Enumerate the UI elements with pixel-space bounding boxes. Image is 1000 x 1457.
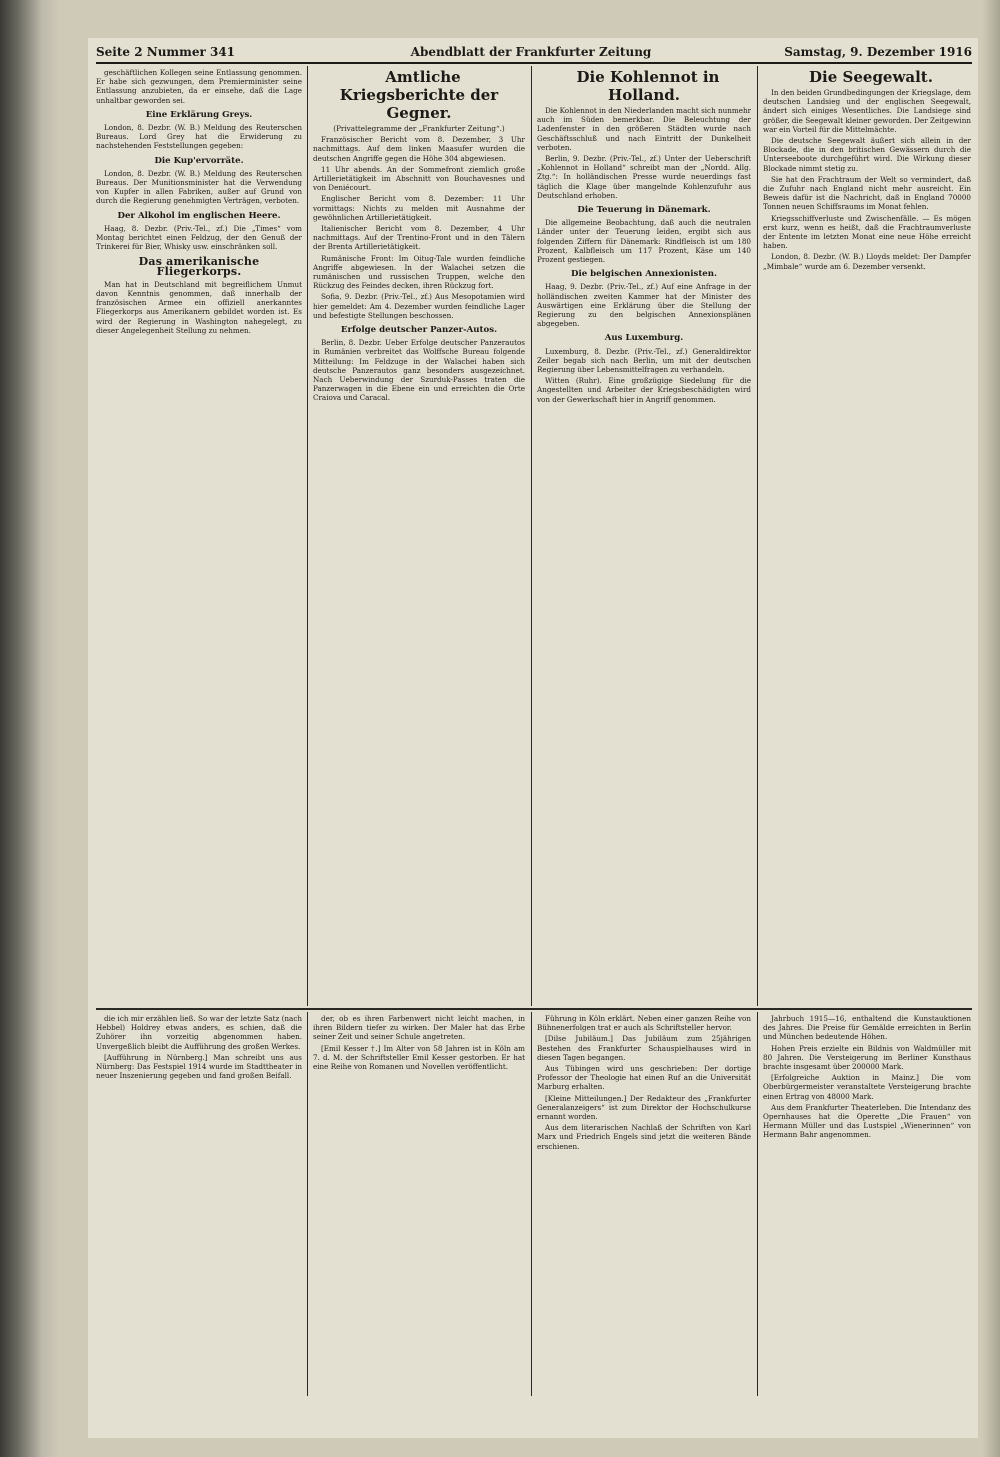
- page-number: Seite 2 Nummer 341: [96, 45, 236, 59]
- column-separator: [757, 1012, 758, 1396]
- column-4: [763, 68, 971, 1004]
- masthead: [96, 45, 972, 63]
- article-text: London, 8. Dezbr. (W. B.) Meldung des Reuterschen Bureaus. Der Munitionsminister hat die Verwendung von Kupfer in allen Fabriken, außer auf Grund von durch die Regierung genehmigten Verträgen, verboten.: [96, 168, 302, 206]
- article-text: [Aufführung in Nürnberg.] Man schreibt uns aus Nürnberg: Das Festspiel 1914 wurde im Stadttheater in neuer Inszenierung gegeben und fand großen Beifall.: [96, 1052, 302, 1081]
- article-text: 11 Uhr abends. An der Sommefront ziemlich große Artillerietätigkeit im Abschnitt von Bouchavesnes und von Deniécourt.: [313, 164, 525, 193]
- article-text: Berlin, 9. Dezbr. (Priv.-Tel., zf.) Unter der Ueberschrift „Kohlennot in Holland“ schreibt man der „Nordd. Allg. Ztg.“: In holländischen Presse wurde neuerdings fast täglich die Klage über mangelnde Kohlenzufuhr aus Deutschland erhoben.: [537, 154, 751, 200]
- article-text: London, 8. Dezbr. (W. B.) Meldung des Reuterschen Bureaus. Lord Grey hat die Erwiderung zu nachstehenden Feststellungen gegeben:: [96, 123, 302, 151]
- column-separator: [757, 66, 758, 1006]
- article-note: (Privattelegramme der „Frankfurter Zeitung“.): [333, 124, 505, 133]
- column-3: [537, 68, 751, 1004]
- column-1: [96, 68, 302, 1004]
- newspaper-title: Abendblatt der Frankfurter Zeitung: [410, 45, 652, 59]
- feuilleton-column-1: [96, 1014, 302, 1394]
- article-headline: Die Kohlennot in Holland.: [576, 68, 720, 104]
- article-text: der, ob es ihren Farbenwert nicht leicht machen, in ihren Bildern tiefer zu wirken. Der Maler hat das Erbe seiner Zeit und seiner Schule angetreten.: [313, 1014, 525, 1042]
- article-text: Hohen Preis erzielte ein Bildnis von Waldmüller mit 80 Jahren. Die Versteigerung im Berliner Kunsthaus brachte insgesamt über 200000 Mark.: [763, 1043, 971, 1072]
- column-separator: [531, 1012, 532, 1396]
- article-heading: Aus Luxemburg.: [604, 333, 684, 344]
- article-headline: Die Seegewalt.: [809, 68, 933, 86]
- column-separator: [531, 66, 532, 1006]
- column-separator: [307, 1012, 308, 1396]
- article-heading: Erfolge deutscher Panzer-Autos.: [340, 325, 498, 336]
- article-text: Aus dem Frankfurter Theaterleben. Die Intendanz des Opernhauses hat die Operette „Die Frauen“ von Hermann Müller und das Lustspiel „Wienerinnen“ von Hermann Bahr angenommen.: [763, 1102, 971, 1140]
- feuilleton-column-4: [763, 1014, 971, 1394]
- masthead-rule: [96, 62, 972, 64]
- article-text: Sie hat den Frachtraum der Welt so vermindert, daß die Zufuhr nach England nicht mehr ausreicht. Ein Beweis dafür ist die Nachricht, daß in England 70000 Tonnen neuen Schiffsraums im Monat fehlen.: [763, 174, 971, 212]
- article-text: Witten (Ruhr). Eine großzügige Siedelung für die Angestellten und Arbeiter der Kriegsbeschädigten wird von der Gewerkschaft hier in Angriff genommen.: [537, 376, 751, 404]
- article-text: In den beiden Grundbedingungen der Kriegslage, dem deutschen Landsieg und der englischen Seegewalt, ändert sich einiges Wesentliches. Die Landsiege sind größer, die Seegewalt kleiner geworden. Der Zeitgewinn war ein Vorteil für die Mittelmächte.: [763, 88, 971, 134]
- article-heading: Der Alkohol im englischen Heere.: [117, 210, 281, 221]
- article-heading: Die belgischen Annexionisten.: [571, 269, 717, 280]
- column-separator: [307, 66, 308, 1006]
- article-text: Die allgemeine Beobachtung, daß auch die neutralen Länder unter der Teuerung leiden, ergibt sich aus folgenden Ziffern für Dänemark: Rindfleisch ist um 180 Prozent, Kalbfleisch um 117 Prozent, Käse um 140 Prozent gestiegen.: [537, 218, 751, 265]
- feuilleton-rule: [96, 1008, 972, 1010]
- feuilleton-column-3: [537, 1014, 751, 1394]
- article-text: Französischer Bericht vom 8. Dezember, 3 Uhr nachmittags. Auf dem linken Maasufer wurden die deutschen Angriffe gegen die Höhe 304 abgewiesen.: [313, 135, 525, 163]
- article-text: Englischer Bericht vom 8. Dezember: 11 Uhr vormittags: Nichts zu melden mit Ausnahme der gewöhnlichen Artillerietätigkeit.: [313, 194, 525, 222]
- article-headline: Das amerikanische Fliegerkorps.: [138, 255, 260, 278]
- article-text: Führung in Köln erklärt. Neben einer ganzen Reihe von Bühnenerfolgen trat er auch als Schriftsteller hervor.: [537, 1014, 751, 1033]
- article-text: [Kleine Mitteilungen.] Der Redakteur des „Frankfurter Generalanzeigers“ ist zum Direktor der Hochschulkurse ernannt worden.: [537, 1093, 751, 1122]
- article-text: Die Kohlennot in den Niederlanden macht sich nunmehr auch im Süden bemerkbar. Die Beleuchtung der Ladenfenster in den größeren Städten wurde nach Geschäftsschluß und nach Eintritt der Dunkelheit verboten.: [537, 106, 751, 152]
- article-text: Jahrbuch 1915—16, enthaltend die Kunstauktionen des Jahres. Die Preise für Gemälde erreichten in Berlin und München bedeutende Höhen.: [763, 1014, 971, 1042]
- article-text: Haag, 9. Dezbr. (Priv.-Tel., zf.) Auf eine Anfrage in der holländischen zweiten Kammer hat der Minister des Auswärtigen eine Erklärung über die Stellung der Regierung zu den belgischen Annexionsplänen abgegeben.: [537, 282, 751, 329]
- article-heading: Die Teuerung in Dänemark.: [577, 205, 711, 216]
- article-text: Rumänische Front: Im Oitug-Tale wurden feindliche Angriffe abgewiesen. In der Walachei setzen die rumänischen und russischen Truppen, welche den Rückzug des Feindes decken, ihren Rückzug fort.: [313, 253, 525, 291]
- feuilleton-column-2: [313, 1014, 525, 1394]
- article-text: geschäftlichen Kollegen seine Entlassung genommen. Er habe sich gezwungen, dem Premierminister seine Entlassung anzubieten, da er einsehe, daß die Lage unhaltbar geworden sei.: [96, 68, 302, 105]
- article-text: [Erfolgreiche Auktion in Mainz.] Die vom Oberbürgermeister veranstaltete Versteigerung brachte einen Ertrag von 48000 Mark.: [763, 1073, 971, 1101]
- article-text: Man hat in Deutschland mit begreiflichem Unmut davon Kenntnis genommen, daß innerhalb der französischen Armee ein offiziell anerkanntes Fliegerkorps aus Amerikanern gebildet worden ist. Es wird der Regierung in Washington nahegelegt, zu dieser Angelegenheit Stellung zu nehmen.: [96, 279, 302, 335]
- article-text: Die deutsche Seegewalt äußert sich allein in der Blockade, die in den britischen Gewässern durch die Unterseeboote durchgeführt wird. Die Wirkung dieser Blockade nimmt stetig zu.: [763, 136, 971, 173]
- article-text: Haag, 8. Dezbr. (Priv.-Tel., zf.) Die „Times“ vom Montag berichtet einen Feldzug, der den Genuß der Trinkerei für Bier, Whisky usw. einschränken soll.: [96, 223, 302, 252]
- column-2: [313, 68, 525, 1004]
- article-text: Berlin, 8. Dezbr. Ueber Erfolge deutscher Panzerautos in Rumänien verbreitet das Wolffsche Bureau folgende Mitteilung: Im Feldzuge in der Walachei haben sich deutsche Panzerautos ganz besonders ausgezeichnet. Nach Ueberwindung der Szurduk-Passes traten die Panzerwagen in die Ebene ein und erreichten die Orte Craiova und Caracal.: [313, 338, 525, 403]
- article-text: London, 8. Dezbr. (W. B.) Lloyds meldet: Der Dampfer „Mimbale“ wurde am 6. Dezember versenkt.: [763, 252, 971, 271]
- article-text: Aus dem literarischen Nachlaß der Schriften von Karl Marx und Friedrich Engels sind jetzt die weiteren Bände erschienen.: [537, 1123, 751, 1151]
- binding-shadow: [0, 0, 60, 1457]
- article-text: Italienischer Bericht vom 8. Dezember, 4 Uhr nachmittags. Auf der Trentino-Front und in den Tälern der Brenta Artillerietätigkeit.: [313, 224, 525, 252]
- article-heading: Eine Erklärung Greys.: [145, 109, 253, 120]
- article-text: die ich mir erzählen ließ. So war der letzte Satz (nach Hebbel) Holdrey etwas anders, es schien, daß die Zuhörer ihn vorzeitig abgenommen haben. Unvergeßlich bleibt die Aufführung des großen Werkes.: [96, 1014, 302, 1051]
- article-headline: Amtliche Kriegsberichte der Gegner.: [339, 68, 499, 122]
- article-text: Kriegsschiffverluste und Zwischenfälle. — Es mögen erst kurz, wenn es heißt, daß die Frachtraumverluste der Entente im letzten Monat eine neue Höhe erreicht haben.: [763, 213, 971, 251]
- article-text: Sofia, 9. Dezbr. (Priv.-Tel., zf.) Aus Mesopotamien wird hier gemeldet: Am 4. Dezember wurden feindliche Lager und befestigte Stellungen beschossen.: [313, 292, 525, 320]
- article-text: [Dilse Jubiläum.] Das Jubiläum zum 25jährigen Bestehen des Frankfurter Schauspielhauses wird in diesen Tagen begangen.: [537, 1034, 751, 1062]
- page-edge: [982, 0, 1000, 1457]
- article-heading: Die Kup'ervorräte.: [154, 155, 244, 166]
- article-text: Luxemburg, 8. Dezbr. (Priv.-Tel., zf.) Generaldirektor Zeiler begab sich nach Berlin, um mit der deutschen Regierung über Lebensmittelfragen zu verhandeln.: [537, 346, 751, 375]
- article-text: [Emil Kesser †.] Im Alter von 58 Jahren ist in Köln am 7. d. M. der Schriftsteller Emil Kesser gestorben. Er hat eine Reihe von Romanen und Novellen veröffentlicht.: [313, 1043, 525, 1072]
- issue-date: Samstag, 9. Dezember 1916: [784, 45, 972, 59]
- article-text: Aus Tübingen wird uns geschrieben: Der dortige Professor der Theologie hat einen Ruf an die Universität Marburg erhalten.: [537, 1064, 751, 1092]
